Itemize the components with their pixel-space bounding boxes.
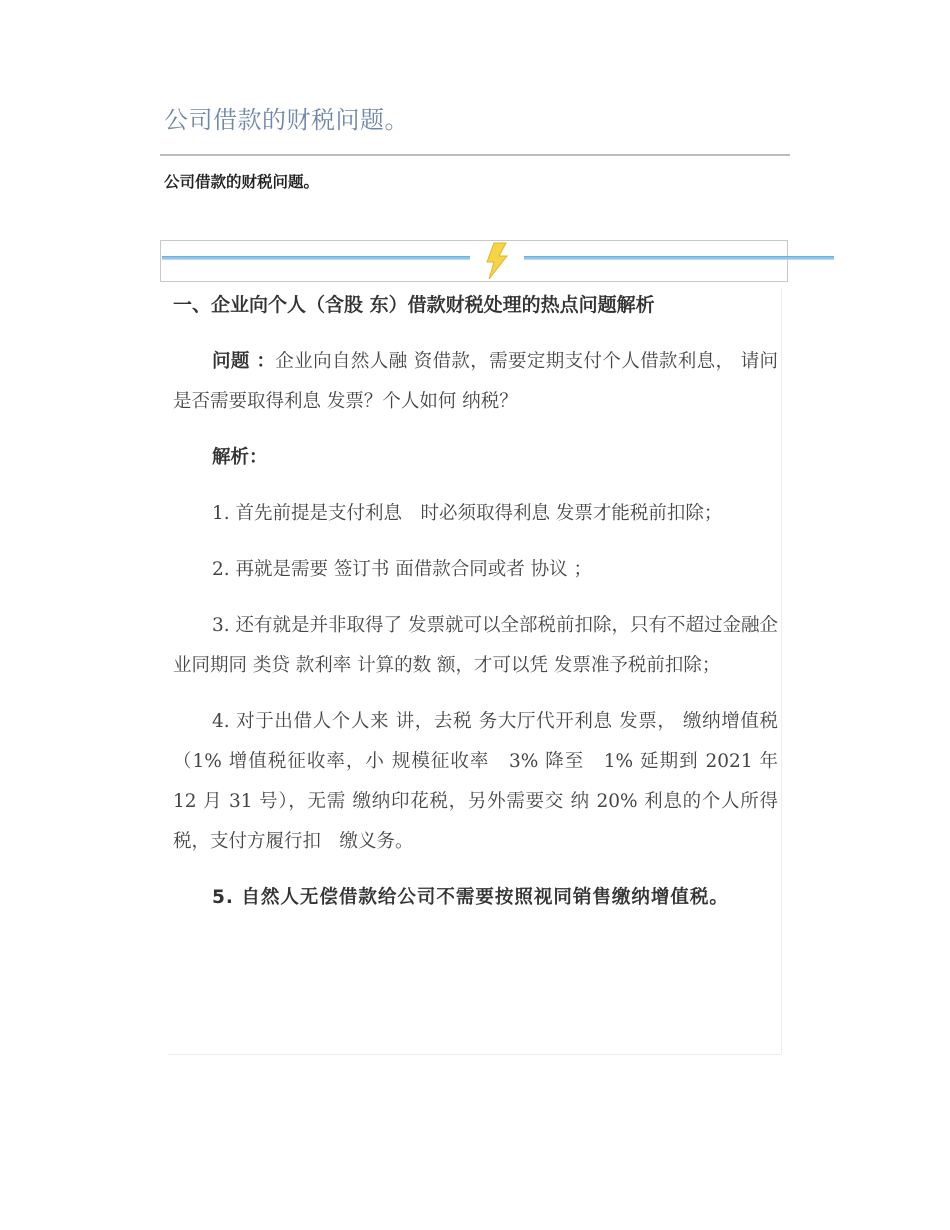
list-item: 1. 首先前提是支付利息 时必须取得利息 发票才能税前扣除；: [212, 503, 723, 524]
list-item: 4. 对于出借人个人来 讲，去税 务大厅代开利息 发票， 缴纳增值税（1% 增值税征收率，小 规模征收率 3% 降至 1% 延期到 2021 年 12 月 31 号），无需 缴纳印花税，另外需要交 纳 20% 利息的个人所得税，支付方履行扣 缴义务。: [173, 711, 778, 852]
title-rule: [160, 154, 790, 156]
section-heading: 一、企业向个人（含股 东）借款财税处理的热点问题解析: [173, 294, 655, 316]
list-item: 2. 再就是需要 签订书 面借款合同或者 协议 ；: [212, 559, 593, 580]
divider-line-left: [162, 256, 470, 260]
question-text: 企业向自然人融 资借款，需要定期支付个人借款利息， 请问是否需要取得利息 发票？个人如何 纳税？: [173, 351, 778, 412]
list-item-bold: 5. 自然人无偿借款给公司不需要按照视同销售缴纳增值税。: [212, 887, 729, 908]
divider-line-right: [524, 256, 834, 260]
article: [173, 290, 778, 918]
question-label: 问题 ：: [212, 351, 276, 372]
question-paragraph: [173, 342, 778, 422]
analysis-paragraph: [173, 438, 778, 478]
lightning-bolt-icon: [482, 242, 512, 280]
lightning-bolt-shape: [487, 243, 507, 279]
document-subtitle: 公司借款的财税问题。: [164, 173, 320, 191]
list-item: 3. 还有就是并非取得了 发票就可以全部税前扣除，只有不超过金融企 业同期同 类贷 款利率 计算的数 额，才可以凭 发票准予税前扣除；: [173, 615, 778, 676]
divider-box: [160, 240, 788, 282]
document-title: 公司借款的财税问题。: [164, 106, 409, 134]
analysis-label: 解析：: [212, 447, 268, 468]
